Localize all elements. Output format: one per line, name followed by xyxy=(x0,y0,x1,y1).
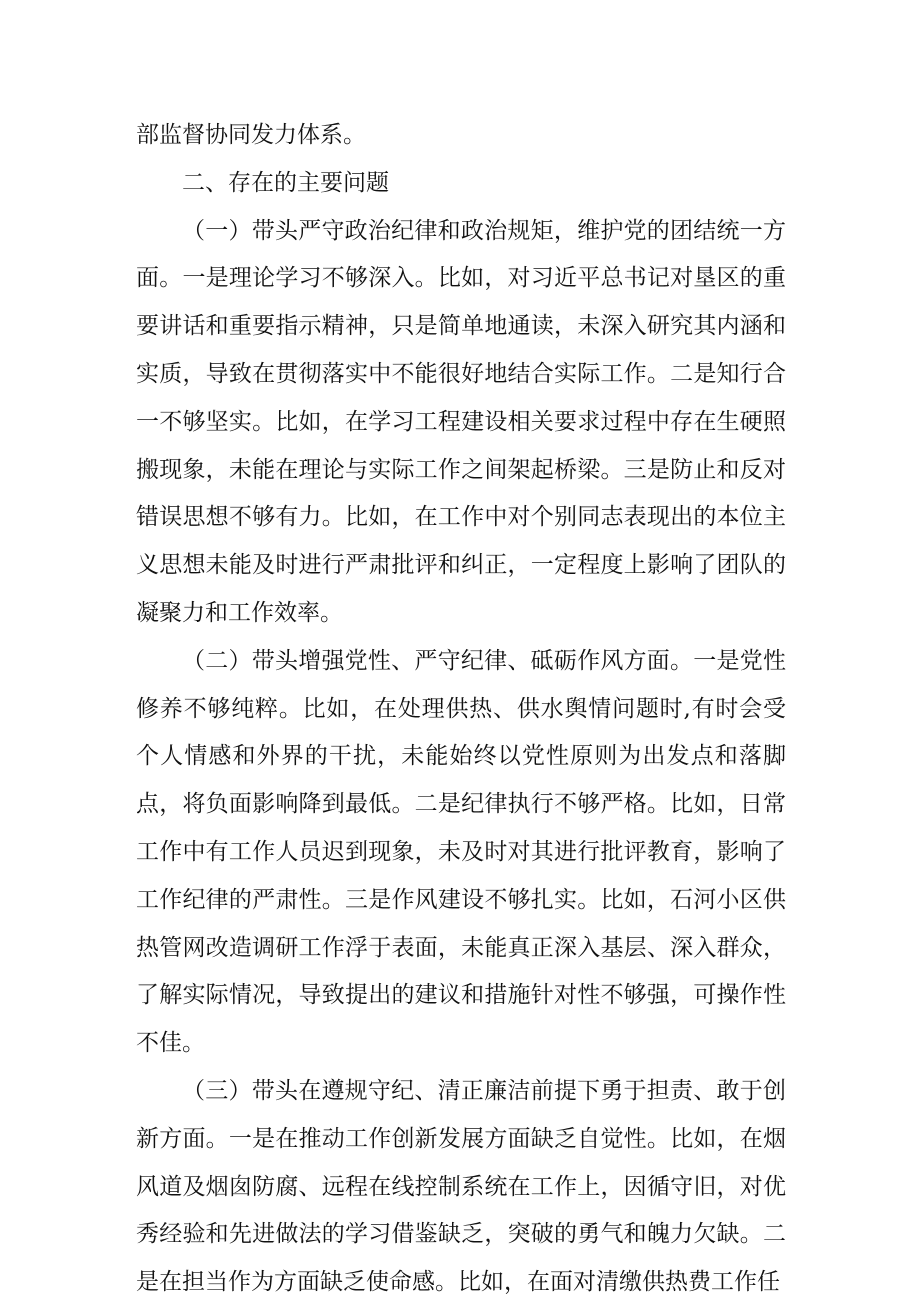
paragraph-1: （一）带头严守政治纪律和政治规矩，维护党的团结统一方面。一是理论学习不够深入。比如，对习近平总书记对垦区的重要讲话和重要指示精神，只是简单地通读，未深入研究其内涵和实质，导致在贯彻落实中不能很好地结合实际工作。二是知行合一不够坚实。比如，在学习工程建设相关要求过程中存在生硬照搬现象，未能在理论与实际工作之间架起桥梁。三是防止和反对错误思想不够有力。比如，在工作中对个别同志表现出的本位主义思想未能及时进行严肃批评和纠正，一定程度上影响了团队的凝聚力和工作效率。 xyxy=(136,217,786,626)
paragraph-3: （三）带头在遵规守纪、清正廉洁前提下勇于担责、敢于创新方面。一是在推动工作创新发展方面缺乏自觉性。比如，在烟风道及烟囱防腐、远程在线控制系统在工作上，因循守旧，对优秀经验和先进做法的学习借鉴缺乏，突破的勇气和魄力欠缺。二是在担当作为方面缺乏使命感。比如，在面对清缴供热费工作任 xyxy=(136,1077,786,1296)
continuation-line: 部监督协同发力体系。 xyxy=(136,122,366,148)
section-heading: 二、存在的主要问题 xyxy=(182,169,389,196)
document-page xyxy=(136,112,786,1307)
paragraph-2: （二）带头增强党性、严守纪律、砥砺作风方面。一是党性修养不够纯粹。比如，在处理供热、供水舆情问题时,有时会受个人情感和外界的干扰，未能始终以党性原则为出发点和落脚点，将负面影响降到最低。二是纪律执行不够严格。比如，日常工作中有工作人员迟到现象，未及时对其进行批评教育，影响了工作纪律的严肃性。三是作风建设不够扎实。比如，石河小区供热管网改造调研工作浮于表面，未能真正深入基层、深入群众，了解实际情况，导致提出的建议和措施针对性不够强，可操作性不佳。 xyxy=(136,647,786,1057)
